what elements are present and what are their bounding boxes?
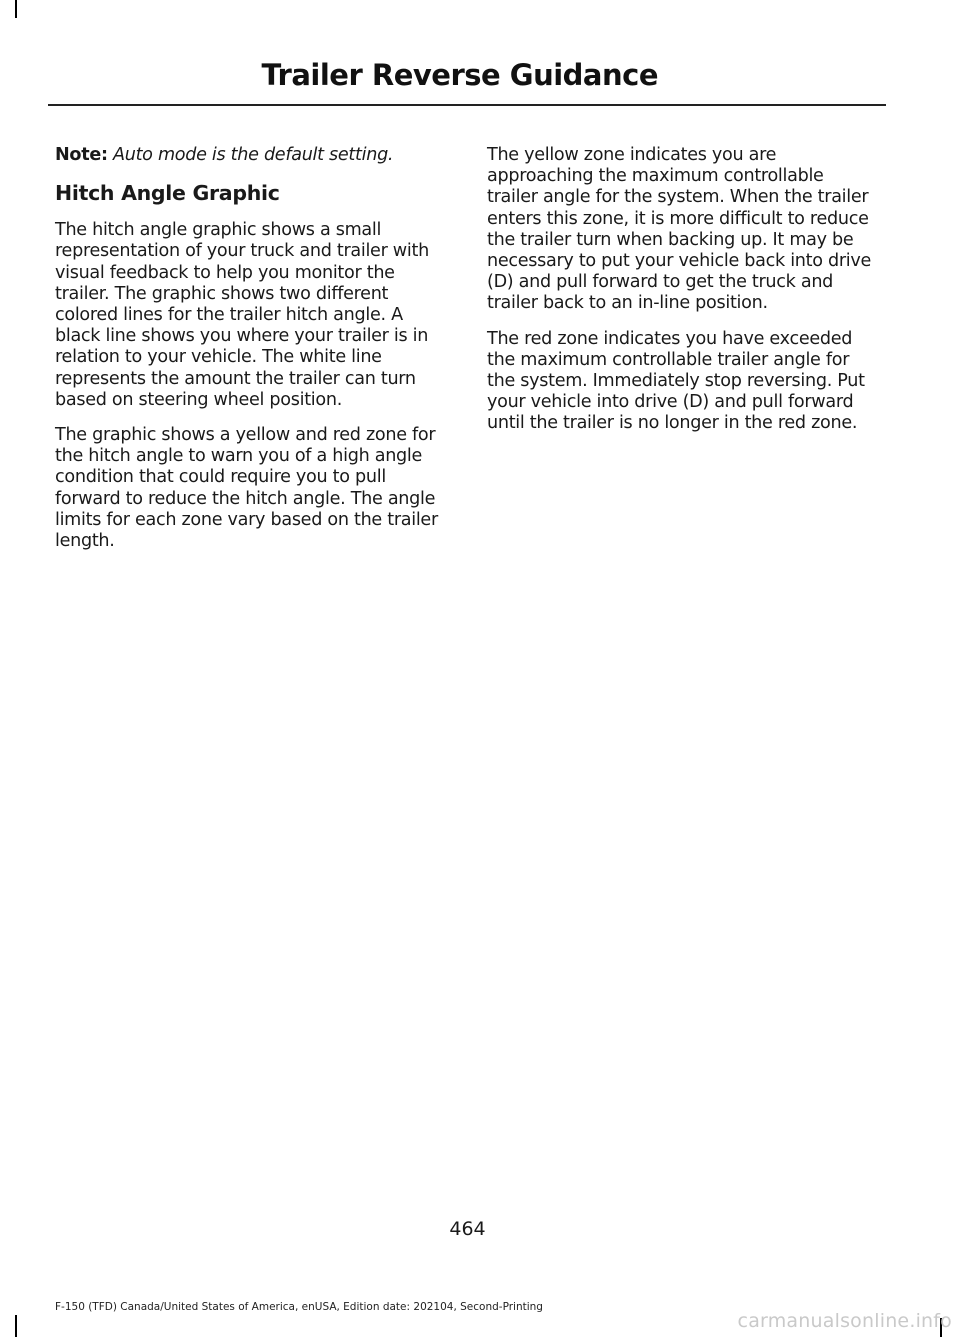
page-number: 464 [449, 1218, 486, 1240]
left-column [55, 145, 447, 566]
right-column [487, 145, 879, 449]
note-label: Note: [55, 145, 108, 165]
body-paragraph: The hitch angle graphic shows a small representation of your truck and trailer with visual feedback to help you monitor the trailer. The graphic shows two different colored lines for the trailer hitch angle. A black line shows you where your trailer is in relation to your vehicle. The white line represents the amount the trailer can turn based on steering wheel position. [55, 220, 429, 410]
page-title: Trailer Reverse Guidance [261, 58, 658, 92]
watermark-text: carmanualsonline.info [737, 1310, 952, 1332]
header-divider [48, 104, 886, 106]
body-paragraph: The red zone indicates you have exceeded the maximum controllable trailer angle for the system. Immediately stop reversing. Put your vehicle into drive (D) and pull forward until the trailer is no longer in the red zone. [487, 328, 865, 434]
edition-footer: F-150 (TFD) Canada/United States of America, enUSA, Edition date: 202104, Second-Printing [55, 1301, 543, 1313]
section-heading: Hitch Angle Graphic [55, 181, 280, 206]
note-text: Auto mode is the default setting. [113, 145, 394, 165]
crop-mark-top-left [15, 0, 17, 18]
crop-mark-bottom-left [15, 1315, 17, 1337]
body-paragraph: The graphic shows a yellow and red zone for the hitch angle to warn you of a high angle condition that could require you to pull forward to reduce the hitch angle. The angle limits for each zone vary based on the trailer length. [55, 425, 438, 552]
body-paragraph: The yellow zone indicates you are approaching the maximum controllable trailer angle for the system. When the trailer enters this zone, it is more difficult to reduce the trailer turn when backing up. It may be necessary to put your vehicle back into drive (D) and pull forward to get the truck and trailer back to an in-line position. [487, 145, 872, 314]
note-paragraph [55, 145, 447, 166]
